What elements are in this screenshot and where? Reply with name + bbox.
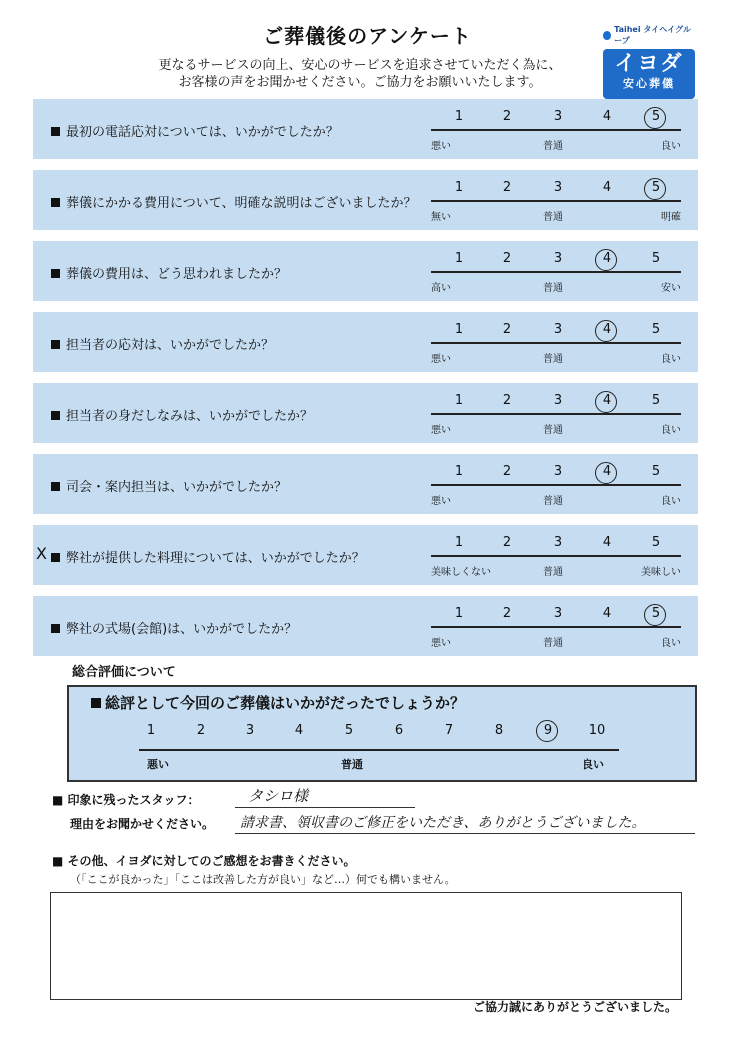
rating-number: 3 bbox=[553, 606, 563, 621]
rating-number: 1 bbox=[454, 109, 464, 124]
question-row bbox=[33, 99, 698, 159]
rating-option-3[interactable] bbox=[548, 322, 568, 340]
rating-option-5[interactable] bbox=[646, 393, 666, 411]
rating-number: 1 bbox=[454, 535, 464, 550]
question-row bbox=[33, 596, 698, 656]
selected-circle-mark bbox=[644, 178, 666, 200]
rating-option-3[interactable] bbox=[548, 535, 568, 553]
scale-label-mid: 普通 bbox=[543, 496, 563, 507]
rating-number: 2 bbox=[502, 109, 512, 124]
scale-label-low: 高い bbox=[431, 283, 451, 294]
logo-box bbox=[603, 49, 695, 99]
selected-circle-mark bbox=[536, 720, 558, 742]
question-label: 葬儀の費用は、どう思われましたか？ bbox=[66, 267, 288, 282]
bullet-square-icon bbox=[51, 127, 60, 136]
scale-line bbox=[431, 484, 681, 486]
overall-option-10[interactable] bbox=[585, 723, 609, 741]
rating-scale bbox=[431, 312, 686, 372]
question-label: 葬儀にかかる費用について、明確な説明はございましたか？ bbox=[66, 196, 417, 211]
rating-number: 1 bbox=[454, 180, 464, 195]
rating-option-2[interactable] bbox=[497, 535, 517, 553]
scale-line bbox=[431, 342, 681, 344]
staff-underline bbox=[235, 807, 415, 808]
selected-circle-mark bbox=[595, 249, 617, 271]
rating-number: 1 bbox=[454, 464, 464, 479]
bullet-square-icon bbox=[91, 698, 101, 708]
rating-option-4[interactable] bbox=[597, 251, 617, 269]
rating-number: 5 bbox=[651, 606, 661, 621]
bullet-square-icon bbox=[51, 198, 60, 207]
overall-number: 5 bbox=[344, 723, 354, 738]
question-label: 担当者の身だしなみは、いかがでしたか？ bbox=[66, 409, 314, 424]
rating-option-1[interactable] bbox=[449, 535, 469, 553]
rating-number: 1 bbox=[454, 393, 464, 408]
staff-value[interactable]: タシロ様 bbox=[248, 787, 309, 805]
overall-question-text: 総評として今回のご葬儀はいかがだったでしょうか？ bbox=[105, 694, 466, 712]
intro-line-1: 更なるサービスの向上、安心のサービスを追求させていただく為に、 bbox=[158, 58, 562, 73]
scale-line bbox=[431, 271, 681, 273]
scale-label-low: 悪い bbox=[431, 496, 451, 507]
question-label: 最初の電話応対については、いかがでしたか？ bbox=[66, 125, 339, 140]
scale-label-high: 良い bbox=[661, 425, 681, 436]
overall-number: 4 bbox=[294, 723, 304, 738]
overall-number: 9 bbox=[543, 723, 553, 738]
question-text bbox=[51, 121, 339, 140]
scale-label-high: 良い bbox=[661, 141, 681, 152]
comments-label: ■ その他、イヨダに対してのご感想をお書きください。 bbox=[52, 854, 356, 868]
rating-number: 2 bbox=[502, 180, 512, 195]
rating-number: 5 bbox=[651, 322, 661, 337]
rating-number: 4 bbox=[602, 109, 612, 124]
rating-option-1[interactable] bbox=[449, 393, 469, 411]
rating-option-5[interactable] bbox=[646, 535, 666, 553]
rating-option-5[interactable] bbox=[646, 464, 666, 482]
bullet-square-icon bbox=[51, 553, 60, 562]
rating-number: 2 bbox=[502, 393, 512, 408]
rating-option-1[interactable] bbox=[449, 109, 469, 127]
overall-number: 8 bbox=[494, 723, 504, 738]
rating-option-5[interactable] bbox=[646, 180, 666, 198]
scale-label-high: 良い bbox=[661, 638, 681, 649]
rating-option-4[interactable] bbox=[597, 464, 617, 482]
rating-number: 2 bbox=[502, 251, 512, 266]
rating-option-5[interactable] bbox=[646, 606, 666, 624]
rating-number: 3 bbox=[553, 393, 563, 408]
overall-number: 10 bbox=[588, 723, 606, 738]
rating-scale bbox=[431, 383, 686, 443]
scale-label-low: 悪い bbox=[431, 425, 451, 436]
rating-option-2[interactable] bbox=[497, 109, 517, 127]
rating-option-3[interactable] bbox=[548, 393, 568, 411]
scale-line bbox=[431, 200, 681, 202]
overall-number: 6 bbox=[394, 723, 404, 738]
cross-mark: X bbox=[36, 544, 47, 563]
rating-option-5[interactable] bbox=[646, 109, 666, 127]
rating-option-1[interactable] bbox=[449, 251, 469, 269]
reason-value[interactable]: 請求書、領収書のご修正をいただき、ありがとうございました。 bbox=[240, 815, 646, 831]
rating-option-4[interactable] bbox=[597, 322, 617, 340]
scale-label-mid: 普通 bbox=[543, 212, 563, 223]
overall-number: 3 bbox=[245, 723, 255, 738]
rating-scale bbox=[431, 596, 686, 656]
rating-number: 4 bbox=[602, 322, 612, 337]
scale-label-mid: 普通 bbox=[543, 425, 563, 436]
rating-scale bbox=[431, 454, 686, 514]
logo-name: イヨダ bbox=[614, 51, 684, 75]
thanks-text: ご協力誠にありがとうございました。 bbox=[472, 1000, 677, 1014]
rating-scale bbox=[431, 241, 686, 301]
rating-option-1[interactable] bbox=[449, 180, 469, 198]
rating-option-3[interactable] bbox=[548, 109, 568, 127]
overall-label-mid: 普通 bbox=[341, 758, 363, 771]
rating-number: 1 bbox=[454, 606, 464, 621]
rating-option-4[interactable] bbox=[597, 393, 617, 411]
question-label: 弊社が提供した料理については、いかがでしたか？ bbox=[66, 551, 365, 566]
rating-number: 3 bbox=[553, 464, 563, 479]
question-text bbox=[51, 618, 297, 637]
scale-label-mid: 普通 bbox=[543, 354, 563, 365]
comments-hint: （「ここが良かった」「ここは改善した方が良い」など…）何でも構いません。 bbox=[70, 873, 456, 886]
rating-number: 3 bbox=[553, 109, 563, 124]
rating-option-2[interactable] bbox=[497, 464, 517, 482]
scale-label-high: 明確 bbox=[661, 212, 681, 223]
overall-question bbox=[91, 692, 465, 713]
rating-number: 1 bbox=[454, 322, 464, 337]
rating-number: 2 bbox=[502, 535, 512, 550]
overall-label-low: 悪い bbox=[147, 758, 169, 771]
scale-label-low: 無い bbox=[431, 212, 451, 223]
rating-number: 4 bbox=[602, 464, 612, 479]
question-row bbox=[33, 525, 698, 585]
rating-option-2[interactable] bbox=[497, 251, 517, 269]
rating-option-5[interactable] bbox=[646, 322, 666, 340]
overall-option-7[interactable] bbox=[437, 723, 461, 741]
scale-label-low: 悪い bbox=[431, 638, 451, 649]
scale-label-high: 安い bbox=[661, 283, 681, 294]
overall-option-5[interactable] bbox=[337, 723, 361, 741]
brand-text: Taihei タイヘイグループ bbox=[614, 25, 691, 45]
rating-number: 3 bbox=[553, 180, 563, 195]
overall-label-high: 良い bbox=[582, 758, 604, 771]
bullet-square-icon bbox=[51, 411, 60, 420]
intro-text bbox=[110, 57, 610, 91]
question-text bbox=[51, 547, 365, 566]
rating-number: 2 bbox=[502, 322, 512, 337]
rating-number: 5 bbox=[651, 180, 661, 195]
question-text bbox=[51, 405, 313, 424]
question-row bbox=[33, 241, 698, 301]
bullet-square-icon bbox=[51, 340, 60, 349]
logo-sub: 安心葬儀 bbox=[623, 77, 675, 90]
question-label: 司会・案内担当は、いかがでしたか？ bbox=[66, 480, 288, 495]
rating-number: 4 bbox=[602, 606, 612, 621]
overall-option-2[interactable] bbox=[189, 723, 213, 741]
rating-number: 4 bbox=[602, 393, 612, 408]
scale-label-mid: 普通 bbox=[543, 567, 563, 578]
rating-number: 2 bbox=[502, 464, 512, 479]
question-row bbox=[33, 170, 698, 230]
comments-textarea[interactable] bbox=[50, 892, 682, 1000]
overall-number: 1 bbox=[146, 723, 156, 738]
rating-option-4[interactable] bbox=[597, 606, 617, 624]
selected-circle-mark bbox=[595, 462, 617, 484]
company-logo bbox=[603, 24, 698, 90]
scale-line bbox=[431, 413, 681, 415]
overall-scale-line bbox=[139, 749, 619, 751]
rating-number: 5 bbox=[651, 535, 661, 550]
rating-option-1[interactable] bbox=[449, 464, 469, 482]
overall-number: 2 bbox=[196, 723, 206, 738]
question-label: 弊社の式場(会館)は、いかがでしたか？ bbox=[66, 622, 298, 637]
overall-section-title: 総合評価について bbox=[72, 665, 176, 680]
rating-scale bbox=[431, 170, 686, 230]
rating-option-2[interactable] bbox=[497, 393, 517, 411]
rating-option-4[interactable] bbox=[597, 109, 617, 127]
scale-line bbox=[431, 626, 681, 628]
rating-option-4[interactable] bbox=[597, 180, 617, 198]
rating-number: 4 bbox=[602, 535, 612, 550]
page-title: ご葬儀後のアンケート bbox=[263, 24, 472, 48]
overall-option-6[interactable] bbox=[387, 723, 411, 741]
scale-label-mid: 普通 bbox=[543, 141, 563, 152]
rating-option-3[interactable] bbox=[548, 606, 568, 624]
rating-option-3[interactable] bbox=[548, 464, 568, 482]
scale-line bbox=[431, 129, 681, 131]
rating-number: 2 bbox=[502, 606, 512, 621]
question-text bbox=[51, 476, 287, 495]
selected-circle-mark bbox=[644, 107, 666, 129]
rating-option-2[interactable] bbox=[497, 606, 517, 624]
selected-circle-mark bbox=[644, 604, 666, 626]
overall-rating-box bbox=[67, 685, 697, 782]
rating-number: 3 bbox=[553, 322, 563, 337]
scale-label-high: 良い bbox=[661, 496, 681, 507]
bullet-square-icon bbox=[51, 269, 60, 278]
rating-option-3[interactable] bbox=[548, 180, 568, 198]
rating-number: 3 bbox=[553, 535, 563, 550]
overall-option-1[interactable] bbox=[139, 723, 163, 741]
rating-number: 1 bbox=[454, 251, 464, 266]
overall-option-4[interactable] bbox=[287, 723, 311, 741]
question-row bbox=[33, 383, 698, 443]
rating-scale bbox=[431, 99, 686, 159]
rating-number: 5 bbox=[651, 393, 661, 408]
overall-scale bbox=[139, 723, 629, 773]
bullet-square-icon bbox=[51, 482, 60, 491]
scale-line bbox=[431, 555, 681, 557]
question-label: 担当者の応対は、いかがでしたか？ bbox=[66, 338, 275, 353]
scale-label-low: 美味しくない bbox=[431, 567, 491, 578]
brand-mark-icon bbox=[603, 31, 611, 40]
rating-number: 4 bbox=[602, 251, 612, 266]
question-row bbox=[33, 454, 698, 514]
selected-circle-mark bbox=[595, 391, 617, 413]
scale-label-high: 良い bbox=[661, 354, 681, 365]
scale-label-low: 悪い bbox=[431, 141, 451, 152]
brand-line bbox=[603, 24, 698, 46]
scale-label-mid: 普通 bbox=[543, 283, 563, 294]
reason-label: 理由をお聞かせください。 bbox=[70, 817, 215, 831]
selected-circle-mark bbox=[595, 320, 617, 342]
overall-option-3[interactable] bbox=[238, 723, 262, 741]
question-text bbox=[51, 192, 416, 211]
reason-underline bbox=[235, 833, 695, 834]
rating-number: 5 bbox=[651, 109, 661, 124]
overall-option-9[interactable] bbox=[536, 723, 560, 741]
rating-option-3[interactable] bbox=[548, 251, 568, 269]
scale-label-low: 悪い bbox=[431, 354, 451, 365]
overall-option-8[interactable] bbox=[487, 723, 511, 741]
rating-number: 4 bbox=[602, 180, 612, 195]
rating-number: 5 bbox=[651, 251, 661, 266]
bullet-square-icon bbox=[51, 624, 60, 633]
overall-number: 7 bbox=[444, 723, 454, 738]
question-row bbox=[33, 312, 698, 372]
question-text bbox=[51, 263, 287, 282]
rating-option-1[interactable] bbox=[449, 606, 469, 624]
rating-number: 5 bbox=[651, 464, 661, 479]
rating-number: 3 bbox=[553, 251, 563, 266]
rating-option-1[interactable] bbox=[449, 322, 469, 340]
scale-label-mid: 普通 bbox=[543, 638, 563, 649]
scale-label-high: 美味しい bbox=[641, 567, 681, 578]
question-text bbox=[51, 334, 274, 353]
rating-option-5[interactable] bbox=[646, 251, 666, 269]
rating-option-2[interactable] bbox=[497, 322, 517, 340]
intro-line-2: お客様の声をお聞かせください。ご協力をお願いいたします。 bbox=[178, 75, 542, 90]
rating-option-4[interactable] bbox=[597, 535, 617, 553]
staff-label: ■ 印象に残ったスタッフ： bbox=[52, 793, 200, 807]
rating-scale bbox=[431, 525, 686, 585]
rating-option-2[interactable] bbox=[497, 180, 517, 198]
